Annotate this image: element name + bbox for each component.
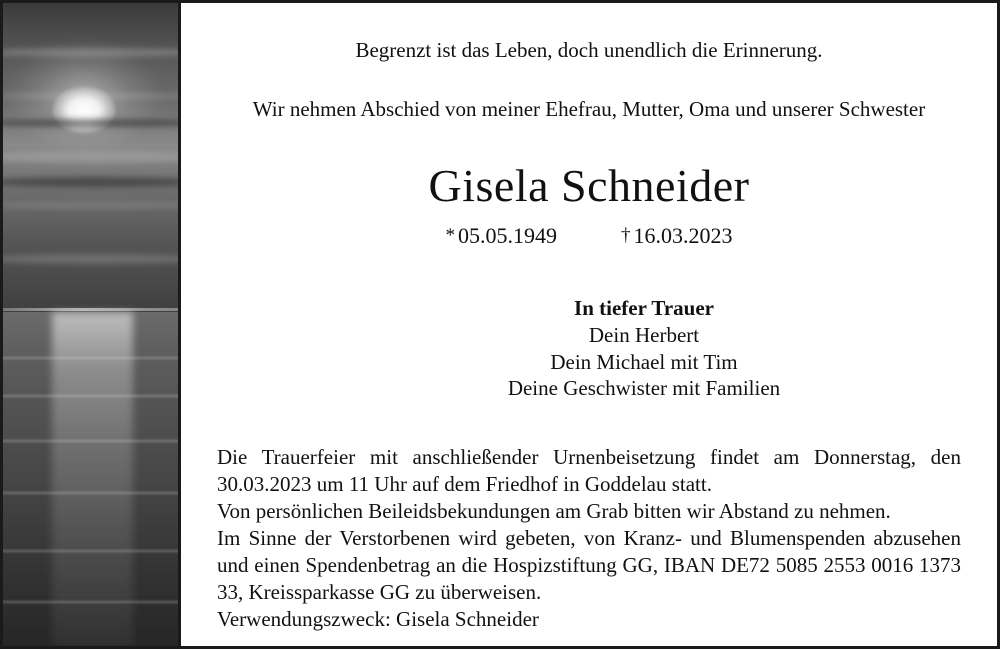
wave-line	[3, 601, 181, 603]
wave-line	[3, 492, 181, 494]
detail-paragraph: Im Sinne der Verstorbenen wird gebeten, von Kranz- und Blumenspenden abzusehen und einen Spendenbetrag an die Hospizstiftung GG, IBAN DE72 5085 2553 0016 1373 33, Kreissparkasse GG zu überweisen.	[217, 526, 961, 605]
cloud-band	[3, 151, 181, 163]
mourners-block	[217, 295, 961, 402]
sun-reflection	[52, 312, 133, 646]
motto-text: Begrenzt ist das Leben, doch unendlich die Erinnerung.	[355, 38, 823, 62]
wave-line	[3, 357, 181, 359]
obituary-text-column	[181, 3, 997, 646]
cloud-band	[3, 48, 181, 57]
cloud-band	[3, 254, 181, 264]
cloud-band	[3, 119, 181, 127]
wave-line	[3, 440, 181, 442]
detail-paragraph: Die Trauerfeier mit anschließender Urnenbeisetzung findet am Donnerstag, den 30.03.2023 um 11 Uhr auf dem Friedhof in Goddelau statt.	[217, 444, 961, 496]
sunset-over-sea-photo	[3, 3, 181, 646]
birth-date	[446, 223, 558, 249]
detail-paragraph: Verwendungszweck: Gisela Schneider	[217, 607, 539, 632]
death-date-value: 16.03.2023	[633, 223, 733, 249]
mourners-lead: In tiefer Trauer	[574, 296, 714, 321]
cloud-band	[3, 93, 181, 99]
detail-paragraph: Von persönlichen Beileidsbekundungen am Grab bitten wir Abstand zu nehmen.	[217, 498, 891, 523]
funeral-details	[217, 444, 961, 634]
deceased-name: Gisela Schneider	[428, 159, 750, 211]
life-dates	[217, 223, 961, 249]
death-date	[621, 223, 733, 249]
wave-line	[3, 395, 181, 397]
intro-text: Wir nehmen Abschied von meiner Ehefrau, Mutter, Oma und unserer Schwester	[252, 97, 926, 122]
birth-star-icon: *	[445, 225, 455, 247]
birth-date-value: 05.05.1949	[458, 223, 557, 249]
mourner-line: Deine Geschwister mit Familien	[507, 376, 781, 401]
mourner-line: Dein Herbert	[588, 322, 700, 347]
death-cross-icon: †	[621, 225, 631, 247]
cloud-band	[3, 202, 181, 209]
mourner-line: Dein Michael mit Tim	[550, 349, 738, 374]
cloud-band	[3, 177, 181, 187]
wave-line	[3, 550, 181, 552]
